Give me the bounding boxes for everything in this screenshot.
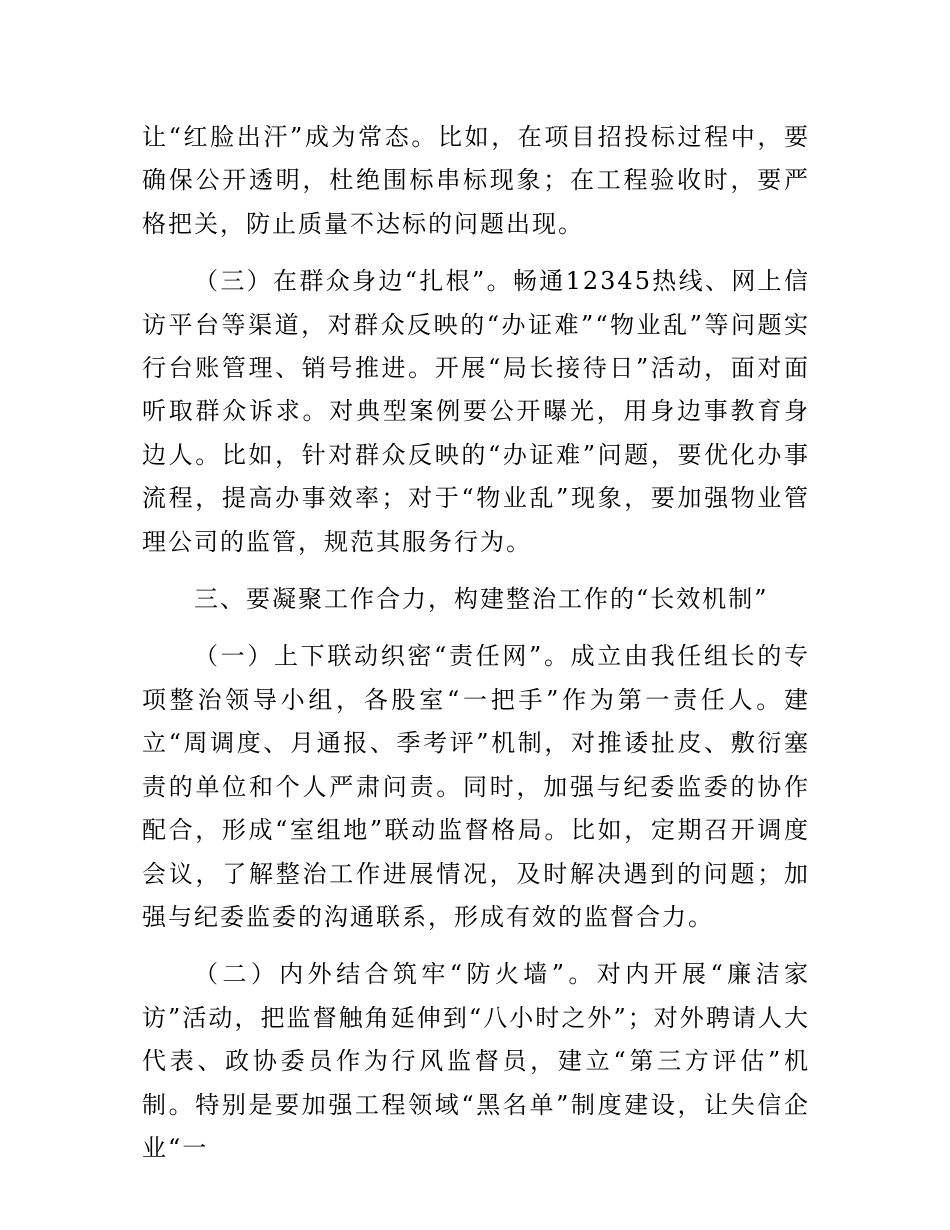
paragraph-continuation: 让“红脸出汗”成为常态。比如，在项目招投标过程中，要确保公开透明，杜绝围标串标现象；在工程验收时，要严格把关，防止质量不达标的问题出现。 (142, 123, 810, 238)
paragraph-subsection-1: （一）上下联动织密“责任网”。成立由我任组长的专项整治领导小组，各股室“一把手”作为第一责任人。建立“周调度、月通报、季考评”机制，对推诿扯皮、敷衍塞责的单位和个人严肃问责。同时，加强与纪委监委的协作配合，形成“室组地”联动监督格局。比如，定期召开调度会议，了解整治工作进展情况，及时解决遇到的问题；加强与纪委监委的沟通联系，形成有效的监督合力。 (142, 642, 810, 931)
document-body (142, 116, 810, 1184)
paragraph-section-3-3: （三）在群众身边“扎根”。畅通12345热线、网上信访平台等渠道，对群众反映的“办证难”“物业乱”等问题实行台账管理、销号推进。开展“局长接待日”活动，面对面听取群众诉求。对典型案例要公开曝光，用身边事教育身边人。比如，针对群众反映的“办证难”问题，要优化办事流程，提高办事效率；对于“物业乱”现象，要加强物业管理公司的监管，规范其服务行为。 (142, 267, 810, 556)
section-heading-3: 三、要凝聚工作合力，构建整治工作的“长效机制” (194, 585, 769, 614)
paragraph-subsection-2: （二）内外结合筑牢“防火墙”。对内开展“廉洁家访”活动，把监督触角延伸到“八小时之外”；对外聘请人大代表、政协委员作为行风监督员，建立“第三方评估”机制。特别是要加强工程领域“黑名单”制度建设，让失信企业“一 (142, 960, 810, 1162)
